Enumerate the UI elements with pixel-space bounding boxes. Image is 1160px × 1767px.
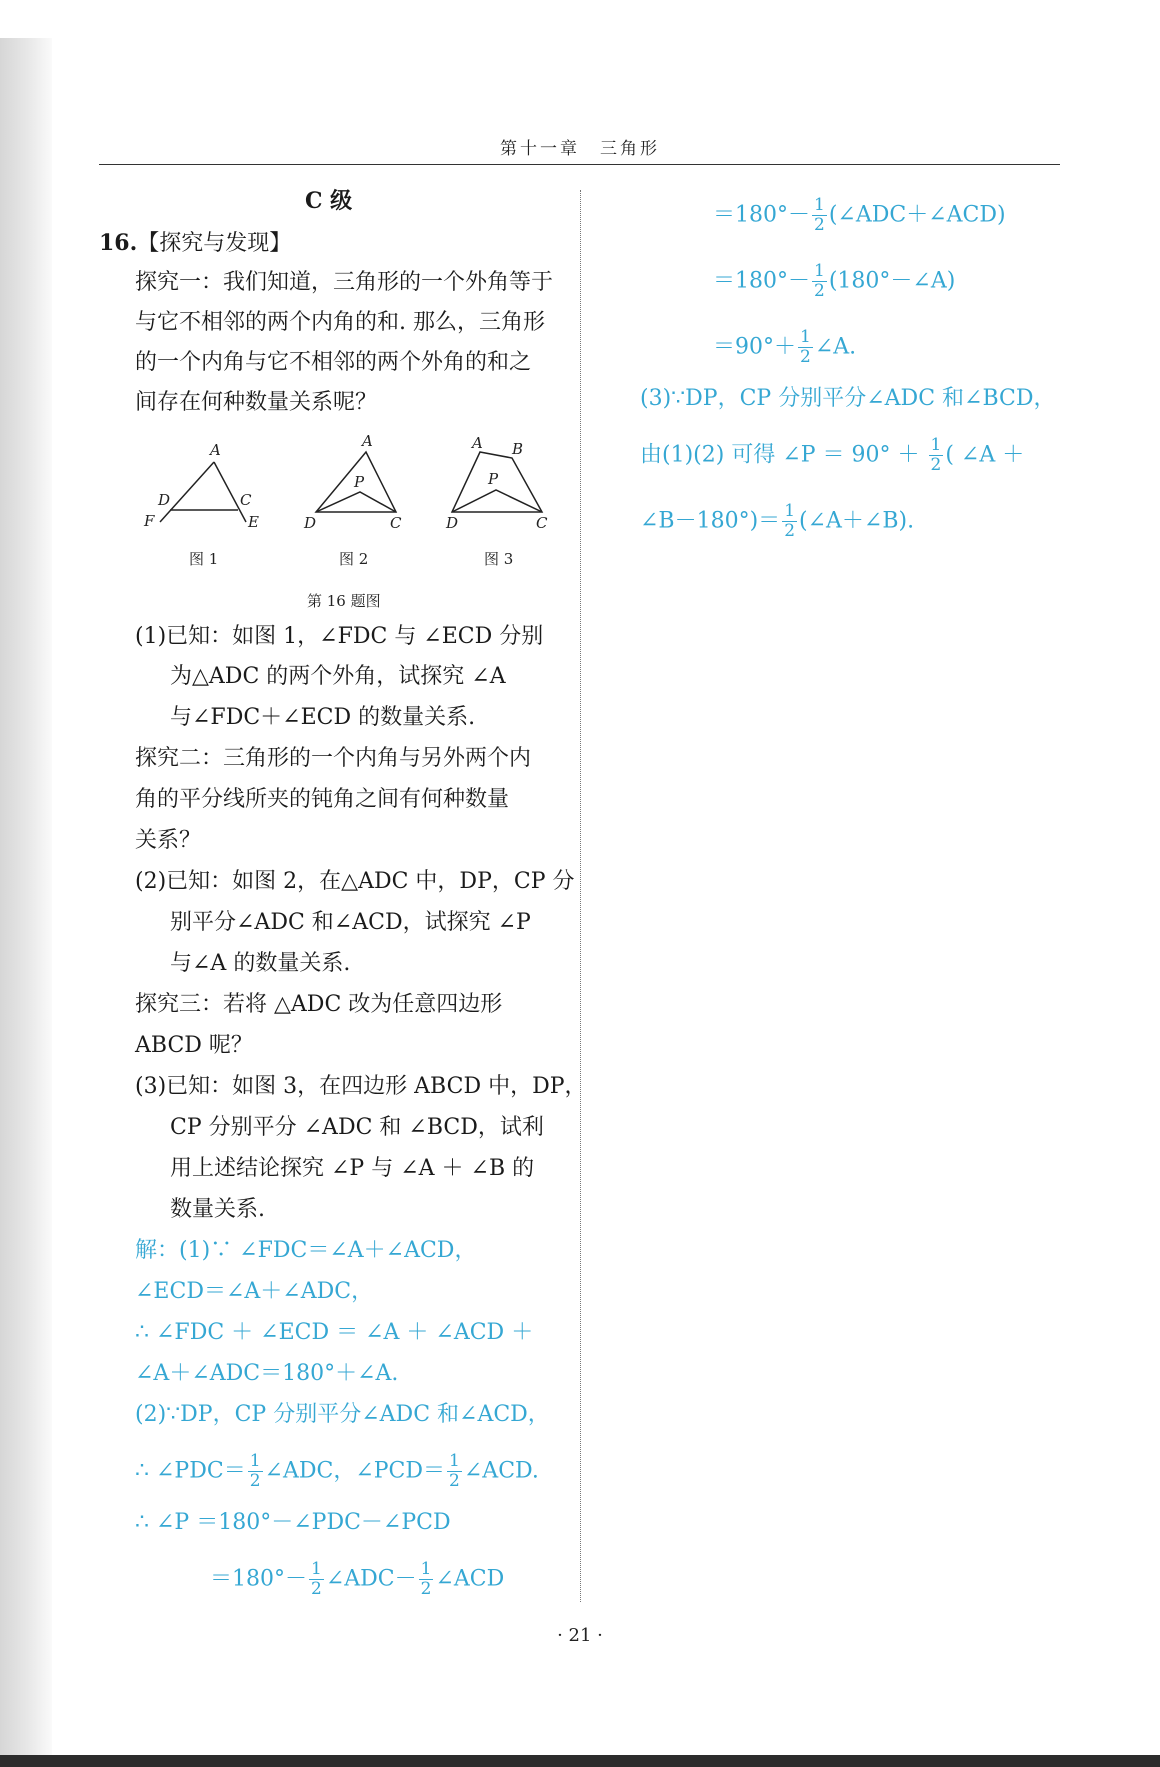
explore3-line: ABCD 呢？: [135, 1033, 253, 1058]
fig1-label: F: [144, 512, 155, 530]
explore1-line: 探究一：我们知道，三角形的一个外角等于: [135, 270, 554, 295]
solution-line-fractions: [713, 328, 856, 367]
fraction-half: $\frac{1}{2}$: [930, 435, 942, 475]
page-top-margin: [0, 0, 1160, 38]
solution-text: ∠B－180°)＝: [640, 508, 781, 534]
solution-line: ∠ECD＝∠A＋∠ADC，: [135, 1279, 374, 1304]
part1-line: 与∠FDC＋∠ECD 的数量关系.: [170, 705, 476, 730]
solution-text: ( ∠A ＋: [945, 442, 1025, 468]
figure-1-caption: 图 1: [189, 550, 219, 568]
solution-line: ∴ ∠P ＝180°－∠PDC－∠PCD: [135, 1510, 451, 1535]
solution-line: (3)∵DP，CP 分别平分∠ADC 和∠BCD，: [640, 386, 1056, 411]
fig2-bisectors: [316, 492, 396, 512]
figure-2-caption: 图 2: [339, 550, 369, 568]
solution-line: (2)∵DP，CP 分别平分∠ADC 和∠ACD，: [135, 1402, 550, 1427]
part1-line: 为△ADC 的两个外角，试探究 ∠A: [170, 664, 506, 689]
figure-3: [440, 428, 560, 532]
question-title: [99, 228, 291, 259]
solution-text: ＝180°－: [713, 268, 810, 294]
fig3-label: P: [488, 470, 499, 488]
fig2-label: C: [390, 514, 402, 532]
column-divider: [580, 190, 581, 1602]
fraction-half: $\frac{1}{2}$: [311, 1559, 322, 1599]
solution-text: ∠A.: [814, 334, 857, 360]
solution-text: ∠ACD.: [463, 1458, 539, 1484]
fig3-label: B: [512, 440, 524, 458]
part1-line: (1)已知：如图 1，∠FDC 与 ∠ECD 分别: [135, 624, 544, 649]
fraction-half: $\frac{1}{2}$: [814, 195, 825, 235]
solution-text: (∠ADC＋∠ACD): [828, 202, 1006, 228]
question-tag: 【探究与发现】: [137, 231, 292, 256]
explore2-line: 关系？: [135, 828, 202, 853]
solution-line-fractions: [713, 196, 1006, 235]
figure-1: [138, 432, 268, 532]
fig3-label: D: [446, 514, 459, 532]
fraction-half: $\frac{1}{2}$: [784, 501, 796, 541]
part2-line: 与∠A 的数量关系.: [170, 951, 351, 976]
explore1-line: 间存在何种数量关系呢？: [135, 390, 378, 415]
part2-line: (2)已知：如图 2，在△ADC 中，DP，CP 分: [135, 869, 575, 894]
fig2-label: A: [362, 432, 373, 450]
page-number: · 21 ·: [557, 1625, 603, 1646]
fig3-bisectors: [452, 490, 542, 512]
part3-line: CP 分别平分 ∠ADC 和 ∠BCD，试利: [170, 1115, 544, 1140]
fraction-half: $\frac{1}{2}$: [249, 1451, 261, 1491]
level-heading: C 级: [305, 188, 353, 214]
figure-3-caption: 图 3: [484, 550, 514, 568]
bottom-bar: [0, 1755, 1160, 1767]
solution-text: ＝180°－: [210, 1566, 307, 1592]
explore1-line: 与它不相邻的两个内角的和. 那么，三角形: [135, 310, 545, 335]
fraction-half: $\frac{1}{2}$: [449, 1451, 460, 1491]
explore2-line: 探究二：三角形的一个内角与另外两个内: [135, 746, 532, 771]
fig1-label: D: [158, 491, 171, 509]
solution-line: ∠A＋∠ADC＝180°＋∠A.: [135, 1361, 399, 1386]
solution-text: (∠A＋∠B).: [799, 508, 915, 534]
fraction-half: $\frac{1}{2}$: [814, 261, 825, 301]
question-number: 16.: [99, 230, 138, 256]
part3-line: 数量关系.: [170, 1197, 265, 1222]
solution-line-fractions: [640, 436, 1024, 475]
explore2-line: 角的平分线所夹的钝角之间有何种数量: [135, 787, 510, 812]
figure-group-caption: 第 16 题图: [307, 592, 381, 610]
fig1-label: A: [210, 441, 221, 459]
fig1-label: E: [248, 513, 259, 531]
explore3-line: 探究三：若将 △ADC 改为任意四边形: [135, 992, 503, 1017]
chapter-header: 第十一章 三角形: [500, 139, 660, 159]
fig2-label: P: [354, 473, 365, 491]
solution-line: 解：(1)∵ ∠FDC＝∠A＋∠ACD，: [135, 1238, 477, 1263]
page-shadow-edge: [0, 0, 52, 1767]
fig3-label: C: [536, 514, 548, 532]
solution-text: ∴ ∠PDC＝: [135, 1458, 246, 1484]
solution-text: ∠ADC－: [325, 1566, 417, 1592]
solution-text: 由(1)(2) 可得 ∠P ＝ 90° ＋: [640, 442, 927, 468]
header-rule: [99, 164, 1060, 165]
fraction-half: $\frac{1}{2}$: [420, 1559, 432, 1599]
part2-line: 别平分∠ADC 和∠ACD，试探究 ∠P: [170, 910, 531, 935]
fig3-label: A: [472, 434, 483, 452]
solution-text: (180°－∠A): [828, 268, 956, 294]
part3-line: (3)已知：如图 3，在四边形 ABCD 中，DP，: [135, 1074, 587, 1099]
solution-line: ∴ ∠FDC ＋ ∠ECD ＝ ∠A ＋ ∠ACD ＋: [135, 1320, 534, 1345]
fig2-label: D: [304, 514, 317, 532]
solution-line-fractions: [640, 502, 914, 541]
fraction-half: $\frac{1}{2}$: [800, 327, 811, 367]
solution-line-fractions: [713, 262, 955, 301]
figure-2: [298, 428, 418, 532]
fig1-label: C: [240, 491, 252, 509]
solution-line-fractions: [135, 1452, 539, 1491]
solution-text: ∠ACD: [435, 1566, 505, 1592]
solution-line-fractions: [210, 1560, 504, 1599]
solution-text: ＝180°－: [713, 202, 810, 228]
solution-text: ∠ADC，∠PCD＝: [264, 1458, 446, 1484]
part3-line: 用上述结论探究 ∠P 与 ∠A ＋ ∠B 的: [170, 1156, 535, 1181]
explore1-line: 的一个内角与它不相邻的两个外角的和之: [135, 350, 532, 375]
solution-text: ＝90°＋: [713, 334, 796, 360]
